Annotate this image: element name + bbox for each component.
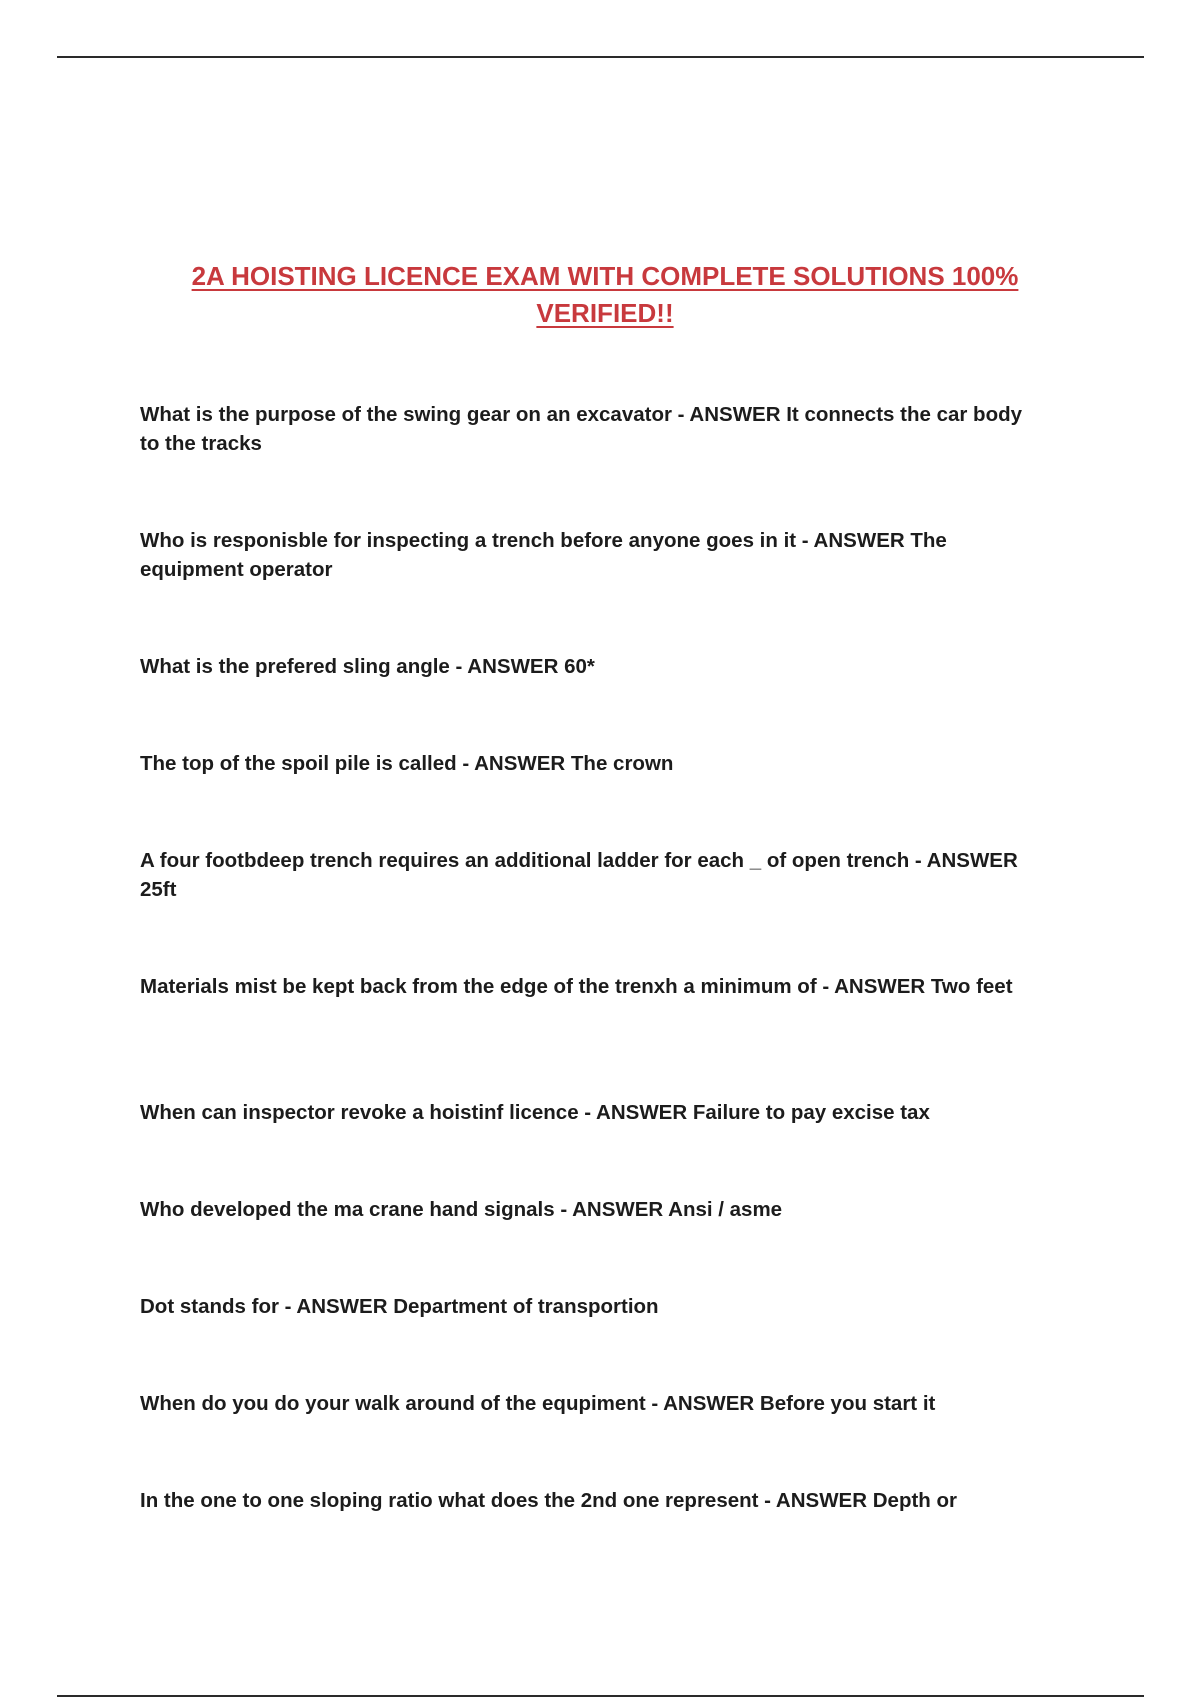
qa-item: Dot stands for - ANSWER Department of transportion <box>140 1295 659 1318</box>
header-rule <box>57 56 1144 58</box>
document-title: 2A HOISTING LICENCE EXAM WITH COMPLETE SOLUTIONS 100% VERIFIED!! <box>191 261 1019 328</box>
qa-item: Who developed the ma crane hand signals - ANSWER Ansi / asme <box>140 1198 783 1221</box>
qa-item: What is the prefered sling angle - ANSWER 60* <box>140 655 595 678</box>
qa-item: When can inspector revoke a hoistinf licence - ANSWER Failure to pay excise tax <box>140 1101 930 1124</box>
qa-item: Who is responisble for inspecting a trench before anyone goes in it - ANSWER The equipment operator <box>140 529 947 581</box>
qa-item: When do you do your walk around of the equpiment - ANSWER Before you start it <box>140 1392 936 1415</box>
qa-item: In the one to one sloping ratio what does the 2nd one represent - ANSWER Depth or <box>140 1489 958 1512</box>
qa-item: A four footbdeep trench requires an additional ladder for each _ of open trench - ANSWER 25ft <box>140 849 1018 901</box>
qa-item: What is the purpose of the swing gear on an excavator - ANSWER It connects the car body to the tracks <box>140 403 1023 455</box>
qa-item: The top of the spoil pile is called - ANSWER The crown <box>140 752 674 775</box>
footer-rule <box>57 1695 1144 1697</box>
qa-item: Materials mist be kept back from the edge of the trenxh a minimum of - ANSWER Two feet <box>140 975 1013 998</box>
